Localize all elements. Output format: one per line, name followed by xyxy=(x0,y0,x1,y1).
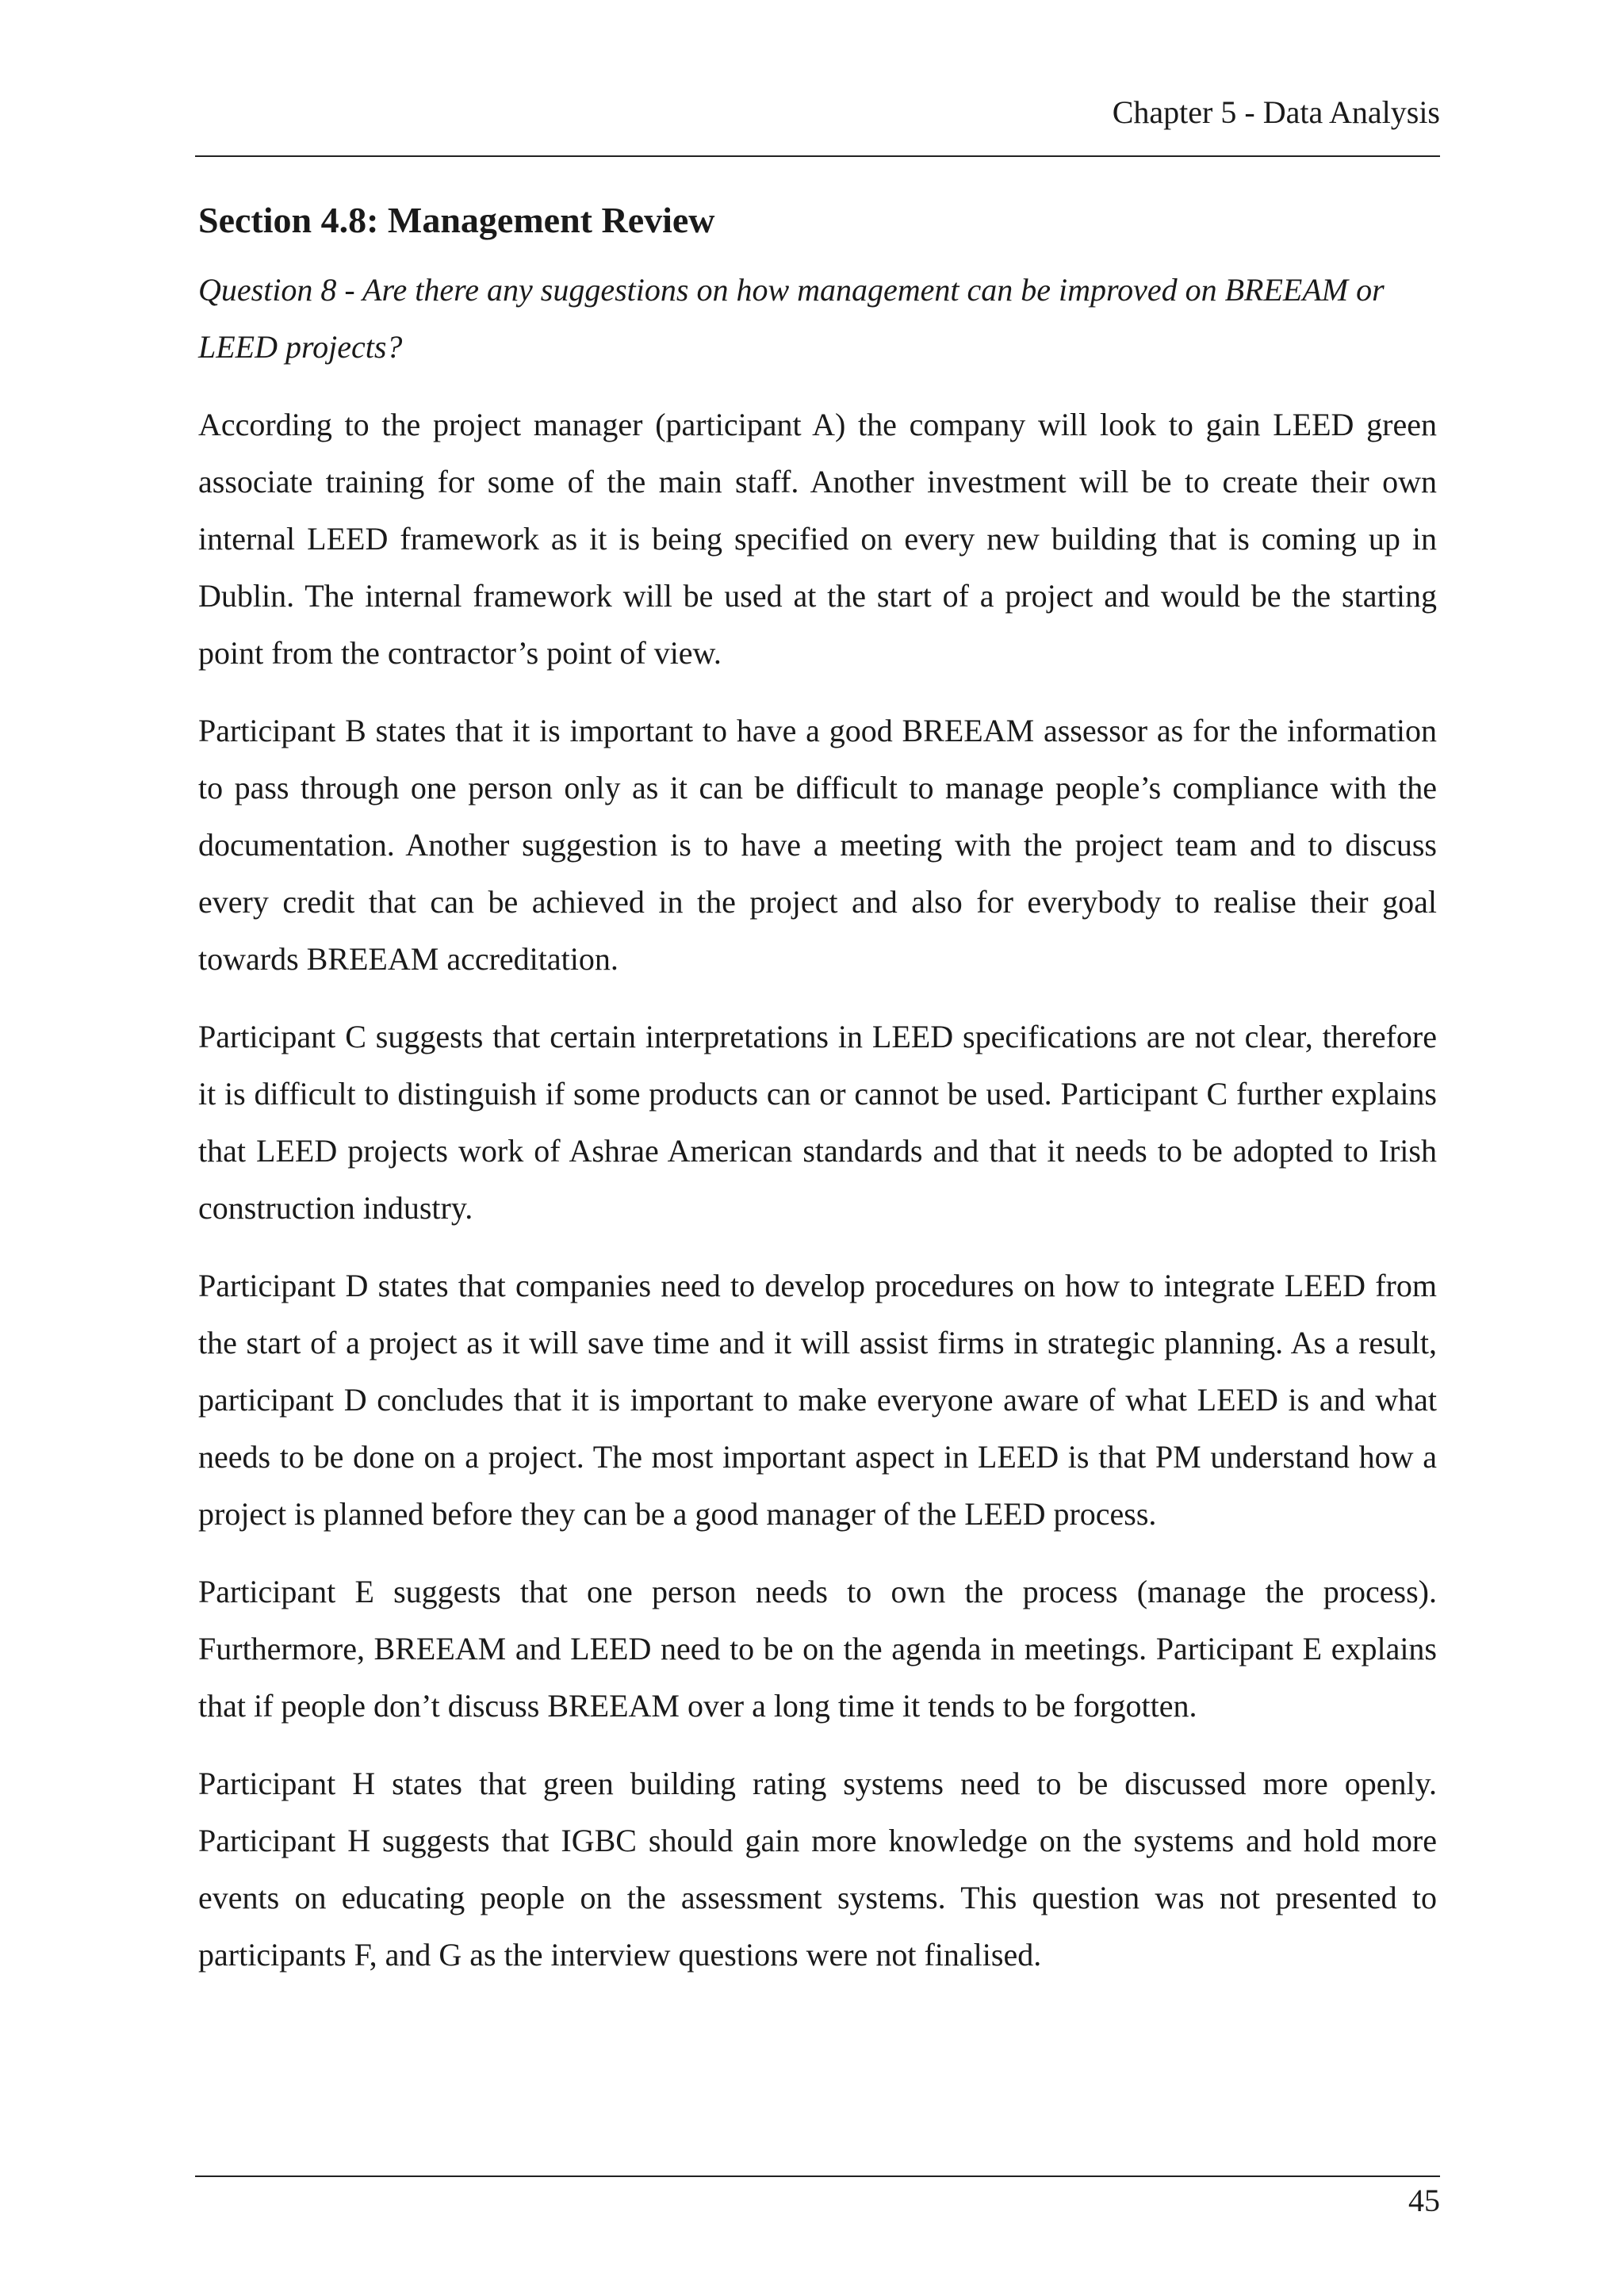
header-divider xyxy=(195,155,1440,157)
paragraph-participant-a: According to the project manager (participant A) the company will look to gain LEED green associate training for some of the main staff. Another investment will be to create their own internal LEED framework as it is being specified on every new building that is coming up in Dublin. The internal framework will be used at the start of a project and would be the starting point from the contractor’s point of view. xyxy=(198,407,1437,671)
paragraph-participant-d: Participant D states that companies need to develop procedures on how to integrate LEED from the start of a project as it will save time and it will assist firms in strategic planning. As a result, participant D concludes that it is important to make everyone aware of what LEED is and what needs to be done on a project. The most important aspect in LEED is that PM understand how a project is planned before they can be a good manager of the LEED process. xyxy=(198,1268,1437,1532)
running-header: Chapter 5 - Data Analysis xyxy=(1112,94,1440,130)
paragraph-participant-c: Participant C suggests that certain interpretations in LEED specifications are not clear, therefore it is difficult to distinguish if some products can or cannot be used. Participant C further explains that LEED projects work of Ashrae American standards and that it needs to be adopted to Irish construction industry. xyxy=(198,1019,1437,1226)
page-content xyxy=(198,195,1437,2004)
question-text: Question 8 - Are there any suggestions on how management can be improved on BREEAM or LEED projects? xyxy=(198,272,1385,365)
page-number: 45 xyxy=(1408,2183,1440,2218)
section-title: Section 4.8: Management Review xyxy=(198,200,715,240)
paragraph-participant-e: Participant E suggests that one person needs to own the process (manage the process). Furthermore, BREEAM and LEED need to be on the agenda in meetings. Participant E explains that if people don’t discuss BREEAM over a long time it tends to be forgotten. xyxy=(198,1574,1437,1724)
paragraph-participant-b: Participant B states that it is important to have a good BREEAM assessor as for the information to pass through one person only as it can be difficult to manage people’s compliance with the documentation. Another suggestion is to have a meeting with the project team and to discuss every credit that can be achieved in the project and also for everybody to realise their goal towards BREEAM accreditation. xyxy=(198,713,1437,977)
paragraph-participant-h: Participant H states that green building rating systems need to be discussed more openly. Participant H suggests that IGBC should gain more knowledge on the systems and hold more events on educating people on the assessment systems. This question was not presented to participants F, and G as the interview questions were not finalised. xyxy=(198,1766,1437,1973)
footer-divider xyxy=(195,2175,1440,2177)
